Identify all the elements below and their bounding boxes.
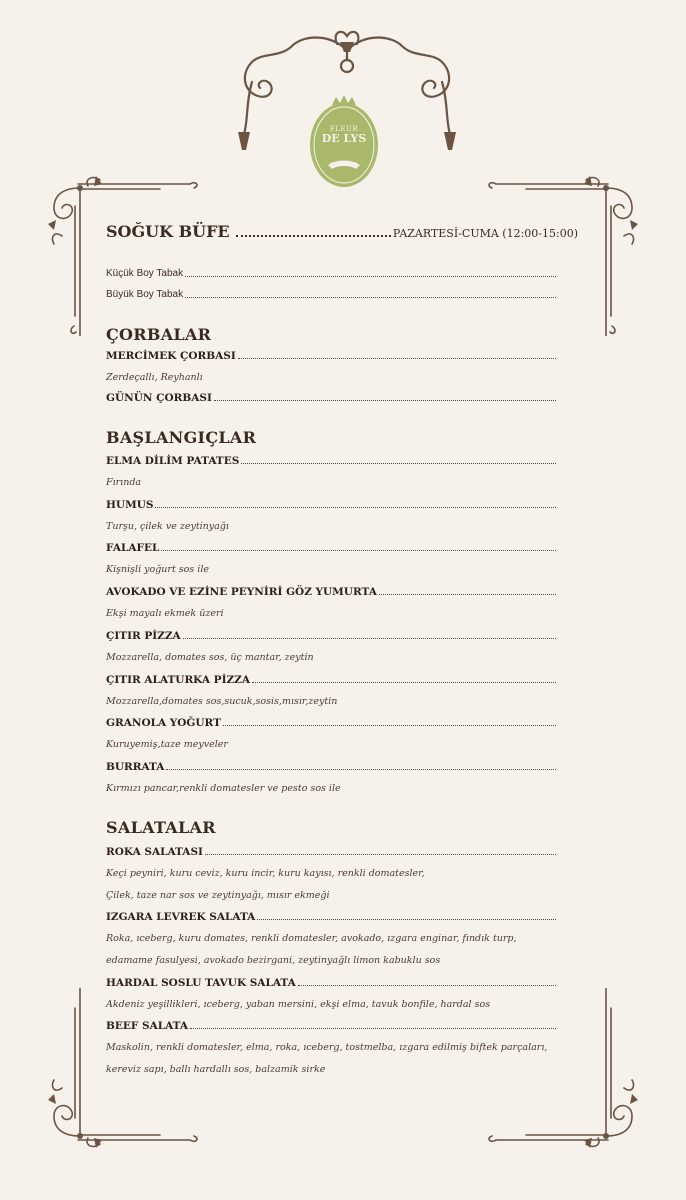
dot-leader <box>257 911 556 920</box>
dot-leader <box>252 674 556 683</box>
list-item <box>106 542 556 554</box>
item-name: GRANOLA YOĞURT <box>106 717 221 729</box>
item-name: FALAFEL <box>106 542 160 554</box>
dot-leader <box>161 542 556 551</box>
item-description: Çilek, taze nar sos ve zeytinyağı, mısır ekmeği <box>106 890 330 901</box>
dot-leader <box>183 630 556 639</box>
section-title-soguk-bufe: SOĞUK BÜFE <box>106 222 230 241</box>
list-item <box>106 350 556 362</box>
logo-text <box>306 125 382 166</box>
item-name: BEEF SALATA <box>106 1020 189 1032</box>
item-description: Maskolin, renkli domatesler, elma, roka, ıceberg, tostmelba, ızgara edilmiş biftek parçaları, <box>106 1042 548 1053</box>
list-item <box>106 1020 556 1032</box>
soguk-bufe-header <box>106 222 578 241</box>
item-name: ROKA SALATASI <box>106 846 203 858</box>
item-name: Küçük Boy Tabak <box>106 268 184 279</box>
soguk-bufe-hours: PAZARTESİ-CUMA (12:00-15:00) <box>392 227 578 240</box>
list-item <box>106 392 556 404</box>
list-item <box>106 499 556 511</box>
item-name: AVOKADO VE EZİNE PEYNİRİ GÖZ YUMURTA <box>106 586 377 598</box>
item-description: Mozzarella, domates sos, üç mantar, zeytin <box>106 652 314 663</box>
dot-leader <box>223 717 556 726</box>
logo-line1: FLEUR <box>329 125 359 133</box>
list-item <box>106 586 556 598</box>
item-description: Kişnişli yoğurt sos ile <box>106 564 209 575</box>
item-name: HARDAL SOSLU TAVUK SALATA <box>106 977 296 989</box>
dot-leader <box>298 977 556 986</box>
list-item <box>106 846 556 858</box>
corner-ornament-icon <box>40 176 200 336</box>
dot-leader <box>190 1020 556 1029</box>
item-name: ELMA DİLİM PATATES <box>106 455 240 467</box>
section-title-baslangiclar: BAŞLANGIÇLAR <box>106 428 257 447</box>
dot-leader <box>379 586 556 595</box>
dot-leader <box>166 761 556 770</box>
item-description: Fırında <box>106 477 142 488</box>
item-name: ÇITIR PİZZA <box>106 630 181 642</box>
dot-leader <box>241 455 556 464</box>
item-name: IZGARA LEVREK SALATA <box>106 911 256 923</box>
item-name: ÇITIR ALATURKA PİZZA <box>106 674 250 686</box>
dot-leader <box>236 227 391 237</box>
list-item <box>106 911 556 923</box>
list-item <box>106 455 556 467</box>
item-description: kereviz sapı, ballı hardallı sos, balzamik sirke <box>106 1064 326 1075</box>
corner-ornament-icon <box>486 176 646 336</box>
item-description: Keçi peyniri, kuru ceviz, kuru incir, kuru kayısı, renkli domatesler, <box>106 868 425 879</box>
logo-line3: TEA ROOM <box>330 161 358 166</box>
item-name: BURRATA <box>106 761 165 773</box>
list-item <box>106 289 556 301</box>
list-item <box>106 761 556 773</box>
dot-leader <box>238 350 556 359</box>
dot-leader <box>205 846 556 855</box>
item-name: Büyük Boy Tabak <box>106 289 184 300</box>
logo-line2: DE LYS <box>321 132 367 145</box>
list-item <box>106 717 556 729</box>
item-description: Mozzarella,domates sos,sucuk,sosis,mısır,zeytin <box>106 696 338 707</box>
list-item <box>106 977 556 989</box>
section-title-salatalar: SALATALAR <box>106 818 216 837</box>
dot-leader <box>214 392 556 401</box>
dot-leader <box>185 289 556 298</box>
dot-leader <box>155 499 556 508</box>
item-description: Kuruyemiş,taze meyveler <box>106 739 228 750</box>
item-name: HUMUS <box>106 499 154 511</box>
item-name: MERCİMEK ÇORBASI <box>106 350 236 362</box>
item-description: Ekşi mayalı ekmek üzeri <box>106 608 224 619</box>
item-description: Kırmızı pancar,renkli domatesler ve pesto sos ile <box>106 783 341 794</box>
list-item <box>106 674 556 686</box>
item-description: Akdeniz yeşillikleri, ıceberg, yaban mersini, ekşi elma, tavuk bonfile, hardal sos <box>106 999 491 1010</box>
item-description: Roka, ıceberg, kuru domates, renkli domatesler, avokado, ızgara enginar, fındık turp, <box>106 933 517 944</box>
item-description: edamame fasulyesi, avokado bezirgani, zeytinyağlı limon kabuklu sos <box>106 955 441 966</box>
dot-leader <box>185 268 556 277</box>
list-item <box>106 630 556 642</box>
item-description: Turşu, çilek ve zeytinyağı <box>106 521 229 532</box>
item-description: Zerdeçallı, Reyhanlı <box>106 372 203 383</box>
section-title-corbalar: ÇORBALAR <box>106 325 212 344</box>
item-name: GÜNÜN ÇORBASI <box>106 392 212 404</box>
list-item <box>106 268 556 280</box>
